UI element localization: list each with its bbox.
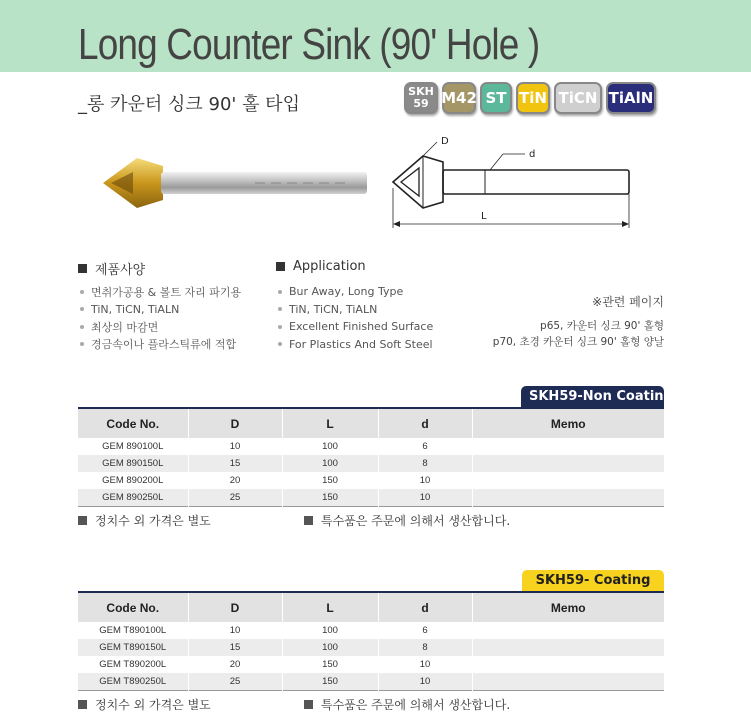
specs-heading: 제품사양 bbox=[78, 259, 145, 278]
col-memo: Memo bbox=[472, 592, 664, 622]
note-square-icon bbox=[78, 516, 87, 525]
badge-ticn: TiCN bbox=[554, 82, 602, 114]
heading-square-icon bbox=[78, 264, 87, 273]
list-item: TiN, TiCN, TiALN bbox=[278, 301, 433, 319]
bullet-icon bbox=[80, 290, 84, 294]
bullet-icon bbox=[278, 307, 282, 311]
table2-label: SKH59- Coating bbox=[522, 570, 664, 591]
table-row: GEM 890150L 15 100 8 bbox=[78, 455, 664, 472]
material-badges bbox=[404, 82, 656, 114]
application-list bbox=[278, 283, 433, 353]
table-header-row bbox=[78, 592, 664, 622]
note-square-icon bbox=[78, 700, 87, 709]
badge-st: ST bbox=[480, 82, 512, 114]
col-code: Code No. bbox=[78, 592, 188, 622]
spec-table-non-coating bbox=[78, 407, 664, 507]
list-item: Excellent Finished Surface bbox=[278, 318, 433, 336]
table-row: GEM 890100L 10 100 6 bbox=[78, 438, 664, 455]
table-row: GEM T890150L 15 100 8 bbox=[78, 639, 664, 656]
table-row: GEM 890250L 25 150 10 bbox=[78, 489, 664, 506]
col-D: D bbox=[188, 592, 282, 622]
application-heading: Application bbox=[276, 259, 366, 274]
page-title: Long Counter Sink (90' Hole ) bbox=[78, 20, 540, 69]
bullet-icon bbox=[80, 325, 84, 329]
bullet-icon bbox=[80, 342, 84, 346]
label-L: L bbox=[481, 211, 487, 222]
note-price: 정치수 외 가격은 별도 bbox=[78, 512, 211, 529]
tool-drawing bbox=[385, 132, 645, 232]
list-item: Bur Away, Long Type bbox=[278, 283, 433, 301]
col-d: d bbox=[378, 592, 472, 622]
badge-skh59-line2: 59 bbox=[413, 97, 429, 110]
badge-tialn: TiAlN bbox=[606, 82, 656, 114]
table-row: GEM 890200L 20 150 10 bbox=[78, 472, 664, 489]
related-pages bbox=[493, 293, 664, 350]
list-item: 면취가공용 & 볼트 자리 파기용 bbox=[80, 283, 241, 301]
table-row: GEM T890250L 25 150 10 bbox=[78, 673, 664, 690]
bullet-icon bbox=[80, 307, 84, 311]
bullet-icon bbox=[278, 342, 282, 346]
badge-skh59 bbox=[404, 82, 438, 114]
table-row: GEM T890100L 10 100 6 bbox=[78, 622, 664, 639]
table-row: GEM T890200L 20 150 10 bbox=[78, 656, 664, 673]
col-L: L bbox=[282, 592, 378, 622]
table-header-row bbox=[78, 408, 664, 438]
note-special: 특수품은 주문에 의해서 생산합니다. bbox=[304, 512, 510, 529]
page-subtitle: _롱 카운터 싱크 90' 홀 타입 bbox=[78, 94, 300, 115]
note-price: 정치수 외 가격은 별도 bbox=[78, 696, 211, 713]
related-line: p65, 카운터 싱크 90' 홀형 bbox=[540, 320, 664, 332]
related-line: p70, 초경 카운터 싱크 90' 홀형 양날 bbox=[492, 336, 664, 348]
col-memo: Memo bbox=[472, 408, 664, 438]
col-L: L bbox=[282, 408, 378, 438]
heading-square-icon bbox=[276, 262, 285, 271]
note-square-icon bbox=[304, 516, 313, 525]
list-item: For Plastics And Soft Steel bbox=[278, 336, 433, 354]
tool-photo bbox=[95, 148, 375, 218]
table1-label: SKH59-Non Coating bbox=[521, 386, 664, 407]
list-item: TiN, TiCN, TiALN bbox=[80, 301, 241, 319]
list-item: 최상의 마감면 bbox=[80, 318, 241, 336]
bullet-icon bbox=[278, 325, 282, 329]
label-D: D bbox=[441, 136, 449, 147]
label-d: d bbox=[529, 149, 536, 160]
col-code: Code No. bbox=[78, 408, 188, 438]
note-special: 특수품은 주문에 의해서 생산합니다. bbox=[304, 696, 510, 713]
note-square-icon bbox=[304, 700, 313, 709]
badge-skh59-line1: SKH bbox=[408, 85, 434, 98]
col-D: D bbox=[188, 408, 282, 438]
related-heading: ※관련 페이지 bbox=[592, 295, 664, 309]
list-item: 경금속이나 플라스틱류에 적합 bbox=[80, 336, 241, 354]
spec-table-coating bbox=[78, 591, 664, 691]
badge-m42: M42 bbox=[442, 82, 476, 114]
badge-tin: TiN bbox=[516, 82, 550, 114]
specs-list bbox=[80, 283, 241, 353]
bullet-icon bbox=[278, 290, 282, 294]
col-d: d bbox=[378, 408, 472, 438]
